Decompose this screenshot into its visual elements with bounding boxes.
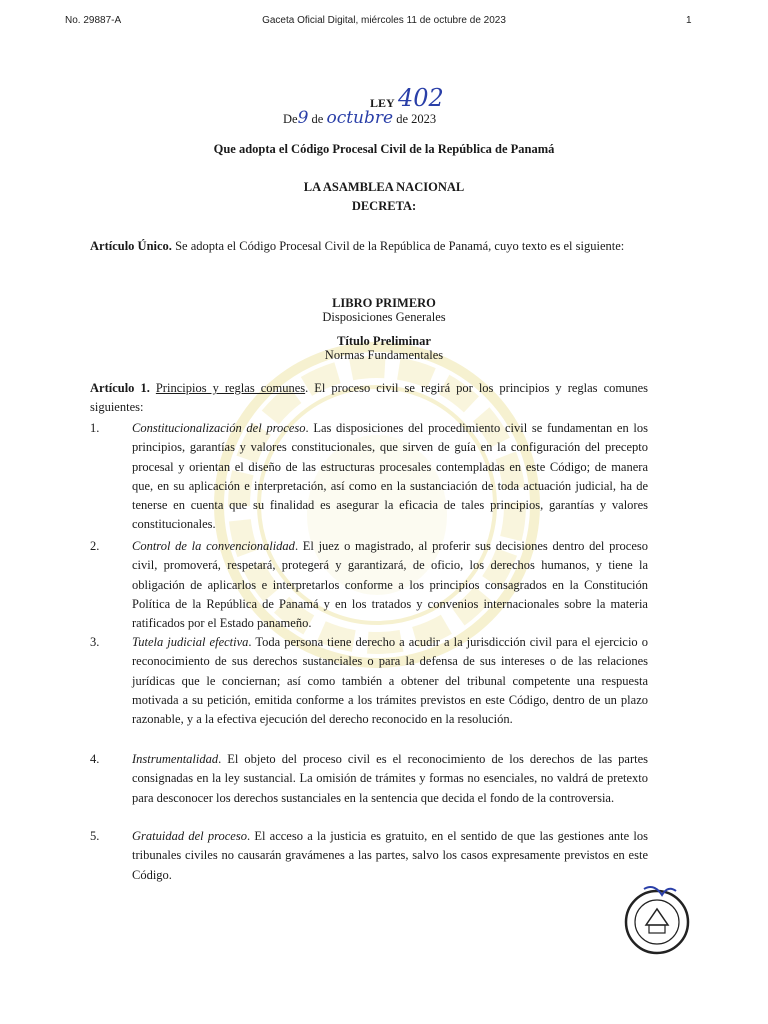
assembly-name: LA ASAMBLEA NACIONAL [303, 180, 465, 194]
list-item: 2. Control de la convencionalidad. El juez o magistrado, al proferir sus decisiones dentro del proceso civil, promoverá, respetará, protegerá y garantizará, de oficio, los derechos humanos, y tiene la obligación de aplicarlos e interpretarlos conforme a los principios consagrados en la Constitución Política de la República de Panamá y en los tratados y convenios internacionales sobre la materia ratificados por el Estado panameño. [90, 539, 648, 631]
list-item: 4. Instrumentalidad. El objeto del proceso civil es el reconocimiento de los derechos de las partes consignadas en la ley sustancial. La omisión de trámites y formas no esenciales, no valdrá de pretexto para desconocer los derechos sustanciales en la sentencia que decida el fondo de la controversia. [90, 752, 648, 805]
page-number: 1 [686, 15, 692, 26]
document-number: No. 29887-A [65, 15, 122, 26]
official-stamp-icon [622, 885, 692, 955]
list-item: 1. Constitucionalización del proceso. Las disposiciones del procedimiento civil se fundamentan en los principios, garantías y valores constitucionales, que sirven de guía en la configuración del precepto procesal y orientan el diseño de las estructuras procesales contempladas en este Código; de manera que, en su aplicación e interpretación, así como en la sustanciación de toda actuación judicial, ha de tenerse en cuenta que su finalidad es asegurar la eficacia de tales principios, garantías y valores constitucionales. [90, 421, 648, 532]
law-label: LEY [370, 96, 395, 110]
decree-label: DECRETA: [351, 199, 417, 213]
titulo-title: Título Preliminar [337, 334, 431, 348]
articulo-1: Artículo 1. Principios y reglas comunes. El proceso civil se regirá por los principios y reglas comunes siguientes: [90, 381, 648, 414]
list-item: 3. Tutela judicial efectiva. Toda persona tiene derecho a acudir a la jurisdicción civil para el ejercicio o reconocimiento de sus derechos sustanciales o para la defensa de sus intereses o de las relaciones jurídicas que le conciernan; así como también a obtener del tribunal competente una respuesta motivada a su petición, emitida conforme a los trámites previstos en este Código, dentro de un plazo razonable, y a la efectiva ejecución del derecho reconocido en la resolución. [90, 635, 648, 727]
articulo-1-heading: Principios y reglas comunes [155, 381, 306, 395]
handwritten-day: 9 [297, 108, 309, 128]
law-heading [0, 80, 768, 140]
libro-title: LIBRO PRIMERO [332, 296, 436, 310]
articulo-unico: Artículo Único. Se adopta el Código Procesal Civil de la República de Panamá, cuyo texto es el siguiente: [90, 239, 625, 253]
gazette-header [0, 15, 768, 31]
libro-subtitle: Disposiciones Generales [322, 310, 446, 324]
handwritten-month: octubre [326, 108, 394, 128]
gazette-title: Gaceta Oficial Digital, miércoles 11 de octubre de 2023 [262, 15, 506, 26]
law-date: De9 de octubre de 2023 [283, 108, 437, 128]
titulo-subtitle: Normas Fundamentales [324, 348, 444, 362]
law-subtitle: Que adopta el Código Procesal Civil de la República de Panamá [213, 142, 555, 156]
law-number-handwritten: 402 [398, 84, 444, 112]
list-item: 5. Gratuidad del proceso. El acceso a la justicia es gratuito, en el sentido de que las gestiones ante los tribunales civiles no causarán gravámenes a las partes, salvo los casos expresamente previstos en este Código. [90, 829, 648, 882]
